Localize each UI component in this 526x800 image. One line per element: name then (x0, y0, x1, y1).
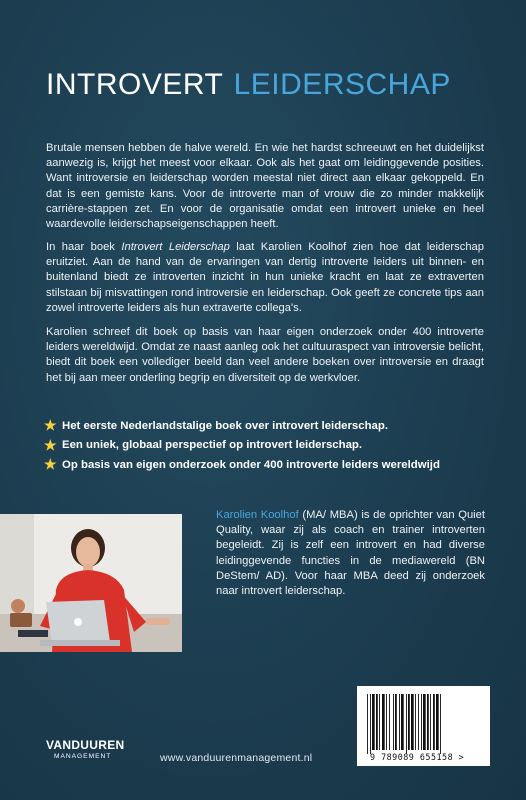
publisher-imprint: MANAGEMENT (54, 753, 112, 760)
highlight-text: Op basis van eigen onderzoek onder 400 introverte leiders wereldwijd (62, 458, 440, 471)
author-bio (216, 508, 485, 599)
star-icon: ★ (44, 436, 57, 453)
author-bio-text: (MA/ MBA) is de oprichter van Quiet Quality, waar zij als coach en trainer introverten begeleidt. Zij is zelf een introvert en had diverse leidinggevende functies in de mediawereld (BN DeStem/ AD). Voor haar MBA deed zij onderzoek naar introvert leiderschap. (216, 509, 486, 598)
star-icon: ★ (44, 417, 57, 434)
title-word-leiderschap: LEIDERSCHAP (233, 68, 451, 101)
highlight-text: Het eerste Nederlandstalige boek over introvert leiderschap. (62, 419, 389, 432)
blurb-p2-start: In haar boek (46, 241, 122, 253)
blurb-paragraph-3: Karolien schreef dit boek op basis van haar eigen onderzoek onder 400 introverte leiders wereldwijd. Omdat ze naast aanleg ook het cultuuraspect van introversie belicht, biedt dit boek een vollediger beeld dan veel andere boeken over introversie en draagt het bij aan meer onderling begrip en diversiteit op de werkvloer. (46, 326, 484, 384)
star-icon: ★ (44, 456, 57, 473)
blurb-book-title-italic: Introvert Leiderschap (121, 241, 230, 253)
blurb-paragraph-2 (46, 240, 484, 316)
publisher-logo (46, 738, 124, 760)
highlight-text: Een uniek, globaal perspectief op introvert leiderschap. (62, 439, 363, 452)
highlight-item (44, 436, 484, 456)
highlights-list (44, 416, 484, 475)
publisher-name: VANDUUREN (46, 738, 125, 752)
author-photo-illustration (0, 514, 182, 652)
highlight-item (44, 416, 484, 436)
highlight-item (44, 455, 484, 475)
author-name: Karolien Koolhof (216, 509, 299, 521)
blurb-p2-rest: laat Karolien Koolhof zien hoe dat leiderschap eruitziet. Aan de hand van de ervaringen van dertig introverte leiders uit binnen- en buitenland biedt ze introverten inzicht in hun unieke kracht en laat ze extraverten stilstaan bij misvattingen rond introversie en leiderschap. Ook geeft ze concrete tips aan zowel introverte leiders als hun extraverte collega's. (46, 241, 484, 314)
blurb-paragraph-1: Brutale mensen hebben de halve wereld. En wie het hardst schreeuwt en het duidelijkst aanwezig is, krijgt het meest voor elkaar. Ook als het gaat om leidinggevende posities. Want introversie en leiderschap worden meestal niet direct aan elkaar gekoppeld. En dat is een gemiste kans. Voor de introverte man of vrouw die zo minder makkelijk carrière-stappen zet. En voor de organisatie omdat een introvert unieke en heel waardevolle leiderschapseigenschappen heeft. (46, 142, 484, 231)
author-photo (0, 514, 182, 652)
publisher-url: www.vanduurenmanagement.nl (160, 752, 313, 764)
isbn-number: 9 789089 655158 > (370, 752, 465, 762)
title-word-introvert: INTROVERT (46, 68, 223, 101)
book-title (46, 68, 451, 102)
